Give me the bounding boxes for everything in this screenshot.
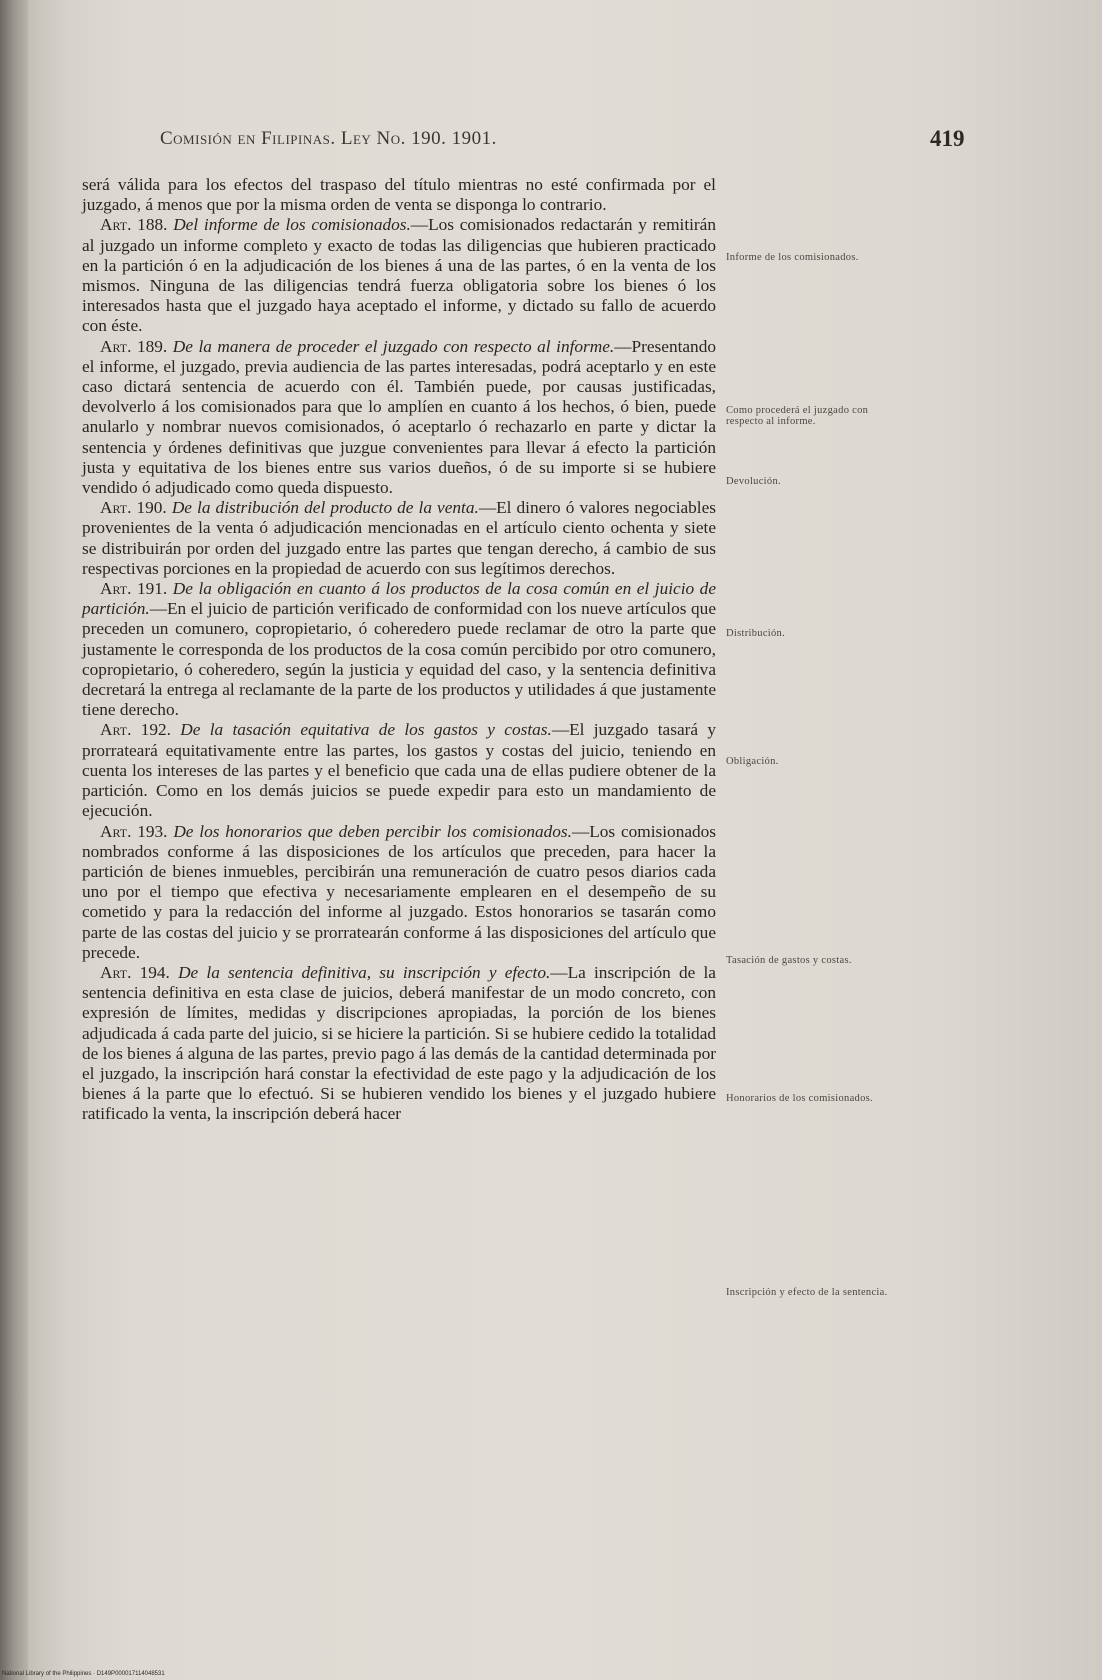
page-gutter-shadow (0, 0, 28, 1680)
running-head: Comisión en Filipinas. Ley No. 190. 1901. (160, 128, 497, 149)
margin-note-devolucion: Devolución. (726, 476, 781, 487)
article-text: —La inscripción de la sentencia definitiva en esta clase de juicios, deberá manifestar de un modo concreto, con expresión de límites, medidas y discripciones apropiadas, la porción de los bienes adjudicada á cada parte del juicio, si se hiciere la partición. Si se hubiere cedido la totalidad de los bienes á alguna de las partes, previo pago á las demás de la cantidad determinada por el juzgado, la inscripción hará constar la efectividad de este pago y la adjudicación de los bienes á la parte que lo efectuó. Si se hubieren vendido los bienes y el juzgado hubiere ratificado la venta, la inscripción deberá hacer (82, 962, 716, 1124)
article-number: Art. 190. (100, 498, 167, 518)
article-title: De la obligación en cuanto á los productos de la cosa común en el juicio de partición. (82, 579, 716, 619)
article-190 (82, 498, 716, 579)
article-title: De la manera de proceder el juzgado con respecto al informe. (172, 336, 615, 356)
margin-note-inscripcion: Inscripción y efecto de la sentencia. (726, 1287, 888, 1298)
margin-note-obligacion: Obligación. (726, 756, 779, 767)
article-title: De la sentencia definitiva, su inscripción y efecto. (178, 962, 551, 982)
scan-credit: National Library of the Philippines · D149P000017114048531 (2, 1671, 165, 1677)
article-188 (82, 215, 716, 336)
article-text: —El dinero ó valores negociables provenientes de la venta ó adjudicación mencionadas en el artículo ciento ochenta y siete se distribuirán por orden del juzgado entre las partes que tengan derecho, á cambio de sus respectivas porciones en la propiedad de acuerdo con sus legítimos derechos. (82, 498, 717, 578)
article-title: Del informe de los comisionados. (173, 215, 411, 235)
margin-note-distribucion: Distribución. (726, 628, 786, 639)
article-text: —Presentando el informe, el juzgado, previa audiencia de las partes interesadas, podrá aceptarlo y en este caso dictará sentencia de acuerdo con él. También puede, por causas justificadas, devolverlo á los comisionados para que lo amplíen en cuanto á los hechos, ó bien, puede anularlo y nombrar nuevos comisionados, ó aceptarlo ó rechazarlo en parte y dictar la sentencia y órdenes definitivas que juzgue convenientes para llevar á efecto la partición justa y equitativa de los bienes entre sus varios dueños, ó de su importe si se hubiere vendido ó adjudicado como queda dispuesto. (82, 336, 716, 498)
body-text (82, 175, 716, 1125)
article-title: De la tasación equitativa de los gastos y costas. (180, 720, 552, 740)
article-192 (82, 720, 716, 821)
margin-note-tasacion: Tasación de gastos y costas. (726, 955, 852, 966)
article-title: De los honorarios que deben percibir los comisionados. (173, 821, 572, 841)
article-194 (82, 963, 716, 1125)
article-number: Art. 192. (100, 720, 171, 740)
article-number: Art. 189. (100, 336, 168, 356)
margin-note-como-procedera: Como procederá el juzgado con respecto al informe. (726, 405, 869, 427)
article-text: —Los comisionados nombrados conforme á las disposiciones de los artículos que preceden, para hacer la partición de bienes inmuebles, percibirán una remuneración de cuatro pesos diarios cada uno por el tiempo que efectiva y necesariamente emplearen en el desempeño de su cometido y para la redacción del informe al juzgado. Estos honorarios se tasarán como parte de las costas del juicio y se prorratearán conforme á las disposiciones del artículo que precede. (82, 821, 717, 962)
article-number: Art. 191. (100, 579, 168, 599)
article-title: De la distribución del producto de la venta. (171, 498, 479, 518)
article-191 (82, 579, 716, 720)
article-text: —El juzgado tasará y prorrateará equitativamente entre las partes, los gastos y costas del juicio, teniendo en cuenta los intereses de las partes y el beneficio que cada una de ellas pudiere obtener de la partición. Como en los demás juicios se puede expedir para esto un mandamiento de ejecución. (82, 720, 716, 821)
article-number: Art. 193. (100, 821, 168, 841)
paragraph-continuation: será válida para los efectos del traspaso del título mientras no esté confirmada por el juzgado, á menos que por la misma orden de venta se disponga lo contrario. (82, 175, 716, 215)
article-189 (82, 337, 716, 499)
margin-note-honorarios: Honorarios de los comisionados. (726, 1093, 873, 1104)
page-number: 419 (930, 126, 965, 151)
article-text: —En el juicio de partición verificado de conformidad con los nueve artículos que preceden un comunero, copropietario, ó coheredero puede reclamar de otro la parte que justamente le corresponda de los productos de la cosa común percibido por otro comunero, copropietario, ó coheredero, según la justicia y equidad del caso, y la sentencia definitiva decretará la entrega al reclamante de la parte de los productos y utilidades á que justamente tiene derecho. (82, 599, 716, 720)
article-193 (82, 822, 716, 963)
article-text: —Los comisionados redactarán y remitirán al juzgado un informe completo y exacto de todas las diligencias que hubieren practicado en la partición ó en la adjudicación de los bienes á una de las partes, ó en la venta de los mismos. Ninguna de las diligencias tendrá fuerza obligatoria sobre los bienes ó los interesados hasta que el juzgado haya aceptado el informe, y dictado su fallo de acuerdo con éste. (82, 215, 716, 336)
article-number: Art. 194. (100, 962, 170, 982)
article-number: Art. 188. (100, 215, 168, 235)
margin-note-informe: Informe de los comisionados. (726, 252, 859, 263)
